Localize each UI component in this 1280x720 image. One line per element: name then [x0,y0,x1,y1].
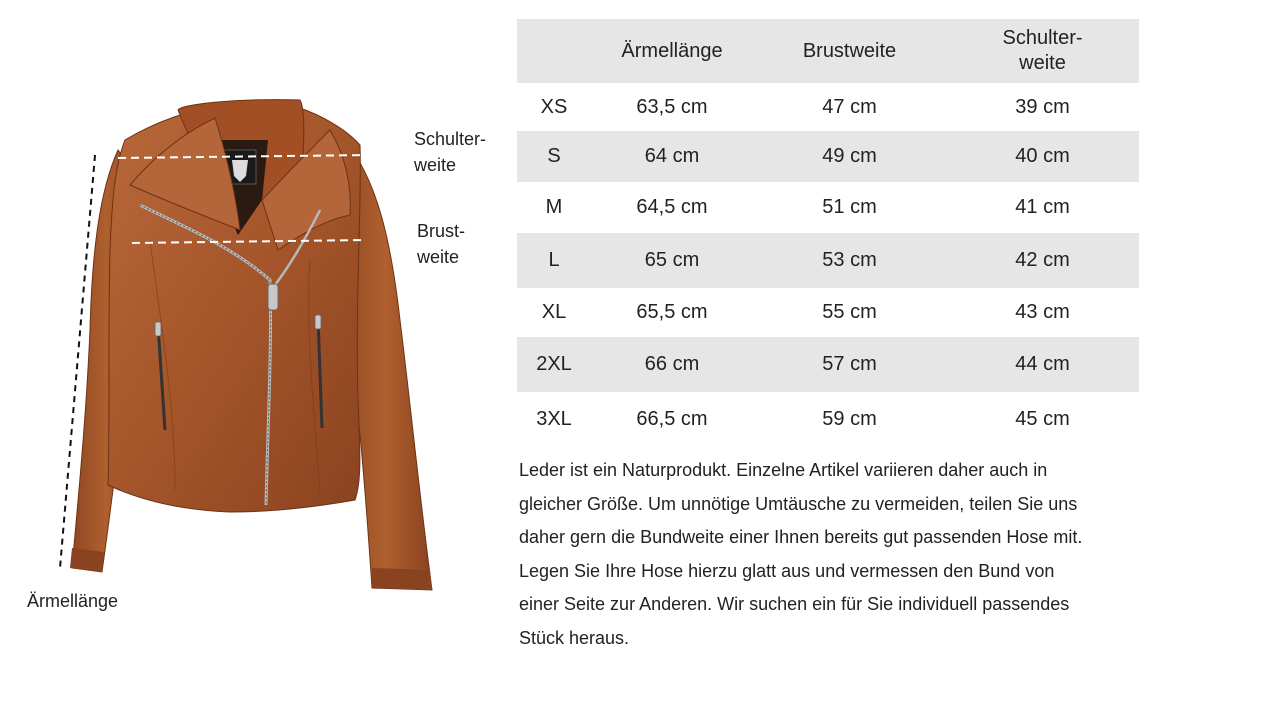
note-line: einer Seite zur Anderen. Wir suchen ein für Sie individuell passendes [519,594,1070,614]
shoulder-cell: 39 cm [1015,95,1070,118]
size-cell: XS [540,95,568,118]
table-row [517,392,1139,447]
chest-cell: 59 cm [822,408,877,430]
size-cell: L [548,249,560,271]
size-cell: M [545,196,563,218]
sleeve-cell: 66,5 cm [636,408,708,430]
shoulder-cell: 41 cm [1015,196,1070,218]
table-row [517,182,1139,233]
note-line: gleicher Größe. Um unnötige Umtäusche zu vermeiden, teilen Sie uns [519,493,1078,514]
size-table-header [517,19,1139,83]
size-table [517,19,1139,447]
header-shoulder-width: Schulter- weite [1002,27,1083,74]
chest-cell: 55 cm [822,301,877,323]
sleeve-cell: 64 cm [644,145,700,167]
chest-width-label: Brust- weite [417,221,466,267]
sleeve-cell: 64,5 cm [636,196,708,218]
table-row [517,83,1139,131]
shoulder-width-label: Schulter- weite [414,129,487,175]
sleeve-cell: 66 cm [644,353,700,375]
shoulder-cell: 43 cm [1015,301,1070,323]
size-cell: 3XL [536,408,572,430]
table-row [517,233,1139,288]
table-row [517,131,1139,182]
note-line: Stück heraus. [519,627,630,648]
sleeve-length-label: Ärmellänge [27,591,119,611]
size-cell: 2XL [536,353,572,375]
sleeve-cell: 63,5 cm [636,95,708,118]
chest-cell: 51 cm [822,196,877,218]
table-row [517,288,1139,337]
shoulder-cell: 42 cm [1015,249,1070,271]
header-chest-width: Brustweite [802,39,897,62]
sleeve-cell: 65,5 cm [636,301,708,323]
chest-cell: 57 cm [822,353,877,375]
jacket-diagram [0,0,510,720]
chest-cell: 53 cm [822,249,877,271]
shoulder-cell: 40 cm [1015,145,1070,167]
chest-cell: 47 cm [822,95,877,118]
chest-cell: 49 cm [822,145,877,167]
size-cell: S [547,145,561,167]
note-line: Legen Sie Ihre Hose hierzu glatt aus und vermessen den Bund von [519,560,1055,581]
sleeve-cell: 65 cm [644,249,700,271]
shoulder-cell: 44 cm [1015,353,1070,375]
header-sleeve-length: Ärmellänge [621,39,723,62]
table-row [517,337,1139,392]
header-size [517,19,591,83]
note-line: daher gern die Bundweite einer Ihnen bereits gut passenden Hose mit. [519,527,1083,547]
shoulder-cell: 45 cm [1015,408,1070,430]
size-cell: XL [541,301,567,323]
note-line: Leder ist ein Naturprodukt. Einzelne Artikel variieren daher auch in [519,460,1048,480]
leather-note [519,454,1159,655]
